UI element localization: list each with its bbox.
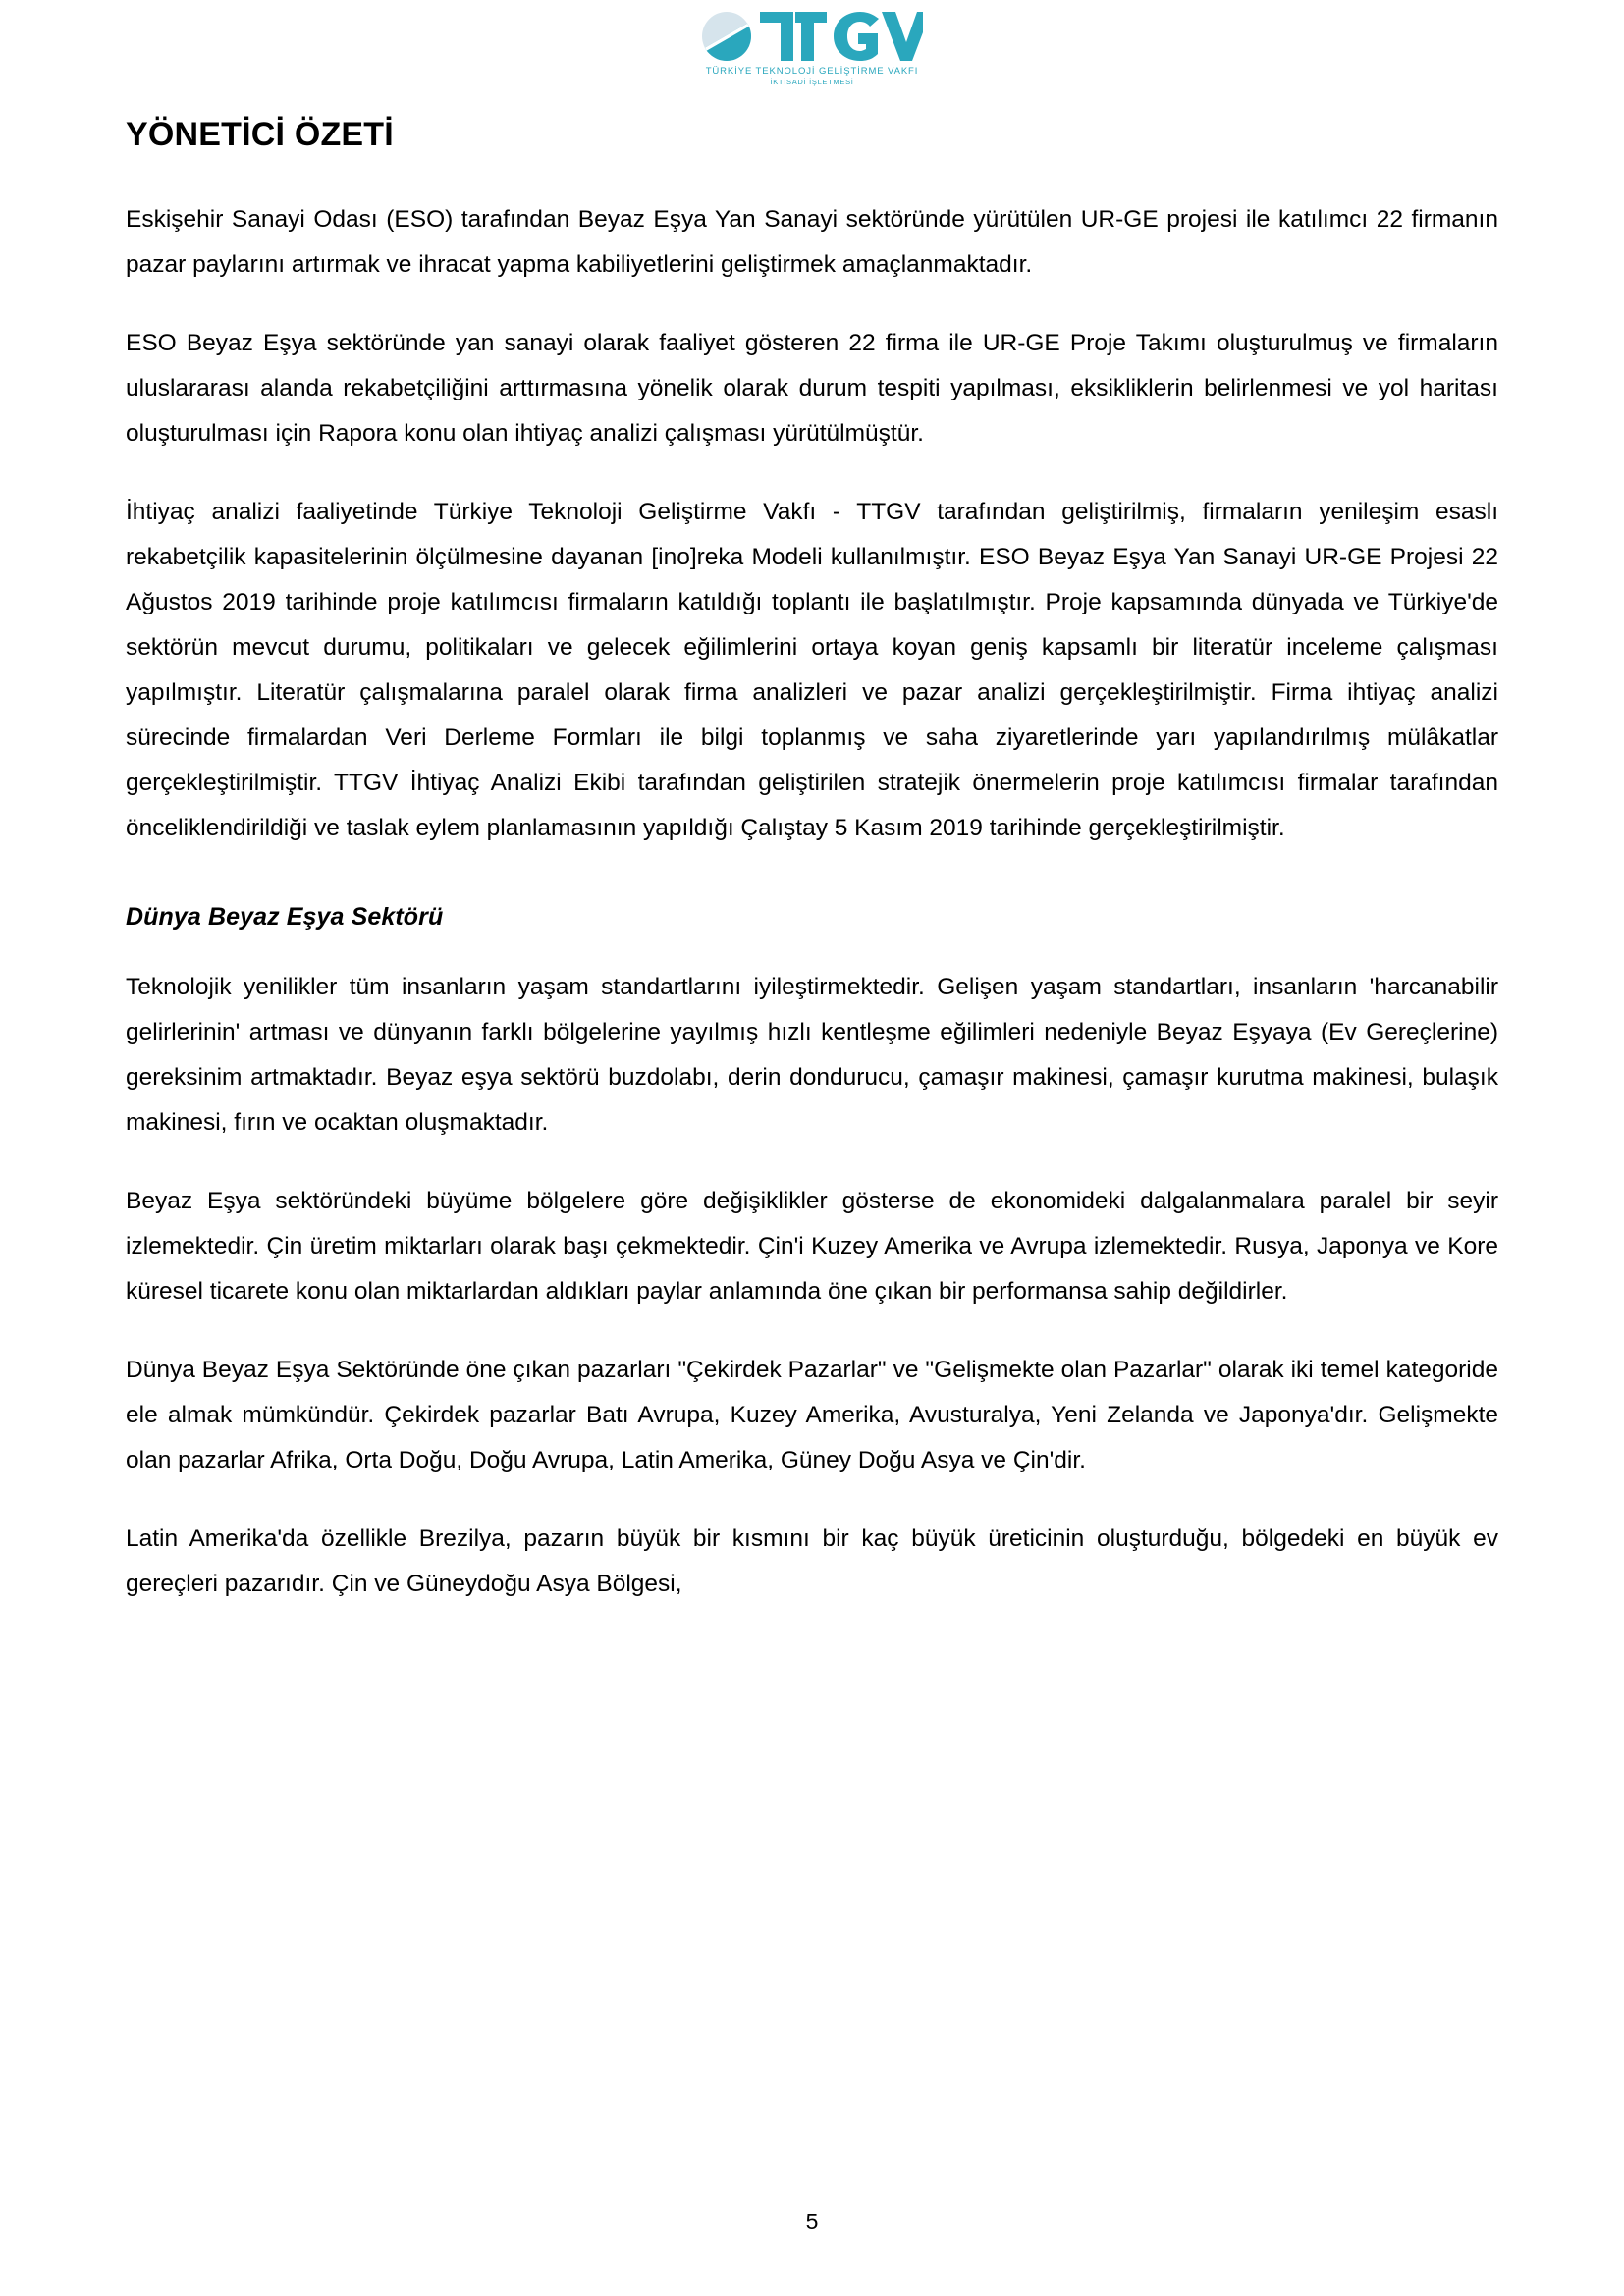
page-title: YÖNETİCİ ÖZETİ: [126, 116, 394, 153]
section-heading: Dünya Beyaz Eşya Sektörü: [126, 903, 444, 932]
paragraph: Beyaz Eşya sektöründeki büyüme bölgelere göre değişiklikler gösterse de ekonomideki dalgalanmalara paralel bir seyir izlemektedir. Çin üretim miktarları olarak başı çekmektedir. Çin'i Kuzey Amerika ve Avrupa izlemektedir. Rusya, Japonya ve Kore küresel ticarete konu olan miktarlardan aldıkları paylar anlamında öne çıkan bir performansa sahip değildirler.: [126, 1188, 1498, 1306]
page-header: [0, 0, 1624, 86]
paragraph: İhtiyaç analizi faaliyetinde Türkiye Teknoloji Geliştirme Vakfı - TTGV tarafından geliştirilmiş, firmaların yenileşim esaslı rekabetçilik kapasitelerinin ölçülmesine dayanan [ino]reka Modeli kullanılmıştır. ESO Beyaz Eşya Yan Sanayi UR-GE Projesi 22 Ağustos 2019 tarihinde proje katılımcısı firmaların katıldığı toplantı ile başlatılmıştır. Proje kapsamında dünyada ve Türkiye'de sektörün mevcut durumu, politikaları ve gelecek eğilimlerini ortaya koyan geniş kapsamlı bir literatür inceleme çalışması yapılmıştır. Literatür çalışmalarına paralel olarak firma analizleri ve pazar analizi gerçekleştirilmiştir. Firma ihtiyaç analizi sürecinde firmalardan Veri Derleme Formları ile bilgi toplanmış ve saha ziyaretlerinde yarı yapılandırılmış mülâkatlar gerçekleştirilmiştir. TTGV İhtiyaç Analizi Ekibi tarafından geliştirilen stratejik önermelerin proje katılımcısı firmalar tarafından önceliklendirildiği ve taslak eylem planlamasının yapıldığı Çalıştay 5 Kasım 2019 tarihinde gerçekleştirilmiştir.: [126, 499, 1498, 842]
ttgv-circle-logo-icon: [701, 11, 752, 62]
paragraph: Teknolojik yenilikler tüm insanların yaşam standartlarını iyileştirmektedir. Gelişen yaşam standartları, insanların 'harcanabilir gelirlerinin' artması ve dünyanın farklı bölgelerine yayılmış hızlı kentleşme eğilimleri nedeniyle Beyaz Eşyaya (Ev Gereçlerine) gereksinim artmaktadır. Beyaz eşya sektörü buzdolabı, derin dondurucu, çamaşır makinesi, çamaşır kurutma makinesi, bulaşık makinesi, fırın ve ocaktan oluşmaktadır.: [126, 974, 1498, 1137]
logo-caption-line1: TÜRKİYE TEKNOLOJİ GELİŞTİRME VAKFI: [705, 66, 919, 77]
paragraph: Dünya Beyaz Eşya Sektöründe öne çıkan pazarları "Çekirdek Pazarlar" ve "Gelişmekte olan Pazarlar" olarak iki temel kategoride ele almak mümkündür. Çekirdek pazarlar Batı Avrupa, Kuzey Amerika, Avusturalya, Yeni Zelanda ve Japonya'dır. Gelişmekte olan pazarlar Afrika, Orta Doğu, Doğu Avrupa, Latin Amerika, Güney Doğu Asya ve Çin'dir.: [126, 1357, 1498, 1474]
logo-caption-line2: İKTİSADİ İŞLETMESİ: [770, 77, 854, 86]
logo-row: [701, 10, 923, 63]
paragraph: Eskişehir Sanayi Odası (ESO) tarafından Beyaz Eşya Yan Sanayi sektöründe yürütülen UR-GE projesi ile katılımcı 22 firmanın pazar paylarını artırmak ve ihracat yapma kabiliyetlerini geliştirmek amaçlanmaktadır.: [126, 206, 1498, 279]
paragraph: ESO Beyaz Eşya sektöründe yan sanayi olarak faaliyet gösteren 22 firma ile UR-GE Proje Takımı oluşturulmuş ve firmaların uluslararası alanda rekabetçiliğini arttırmasına yönelik olarak durum tespiti yapılması, eksikliklerin belirlenmesi ve yol haritası oluşturulması için Rapora konu olan ihtiyaç analizi çalışması yürütülmüştür.: [126, 330, 1498, 448]
logo-caption: [706, 66, 919, 86]
page-number: 5: [805, 2209, 819, 2234]
document-content: [126, 116, 1498, 1607]
ttgv-logo: [701, 10, 923, 86]
paragraph: Latin Amerika'da özellikle Brezilya, pazarın büyük bir kısmını bir kaç büyük üreticinin oluşturduğu, bölgedeki en büyük ev gereçleri pazarıdır. Çin ve Güneydoğu Asya Bölgesi,: [126, 1525, 1498, 1598]
ttgv-wordmark-icon: [758, 10, 923, 63]
